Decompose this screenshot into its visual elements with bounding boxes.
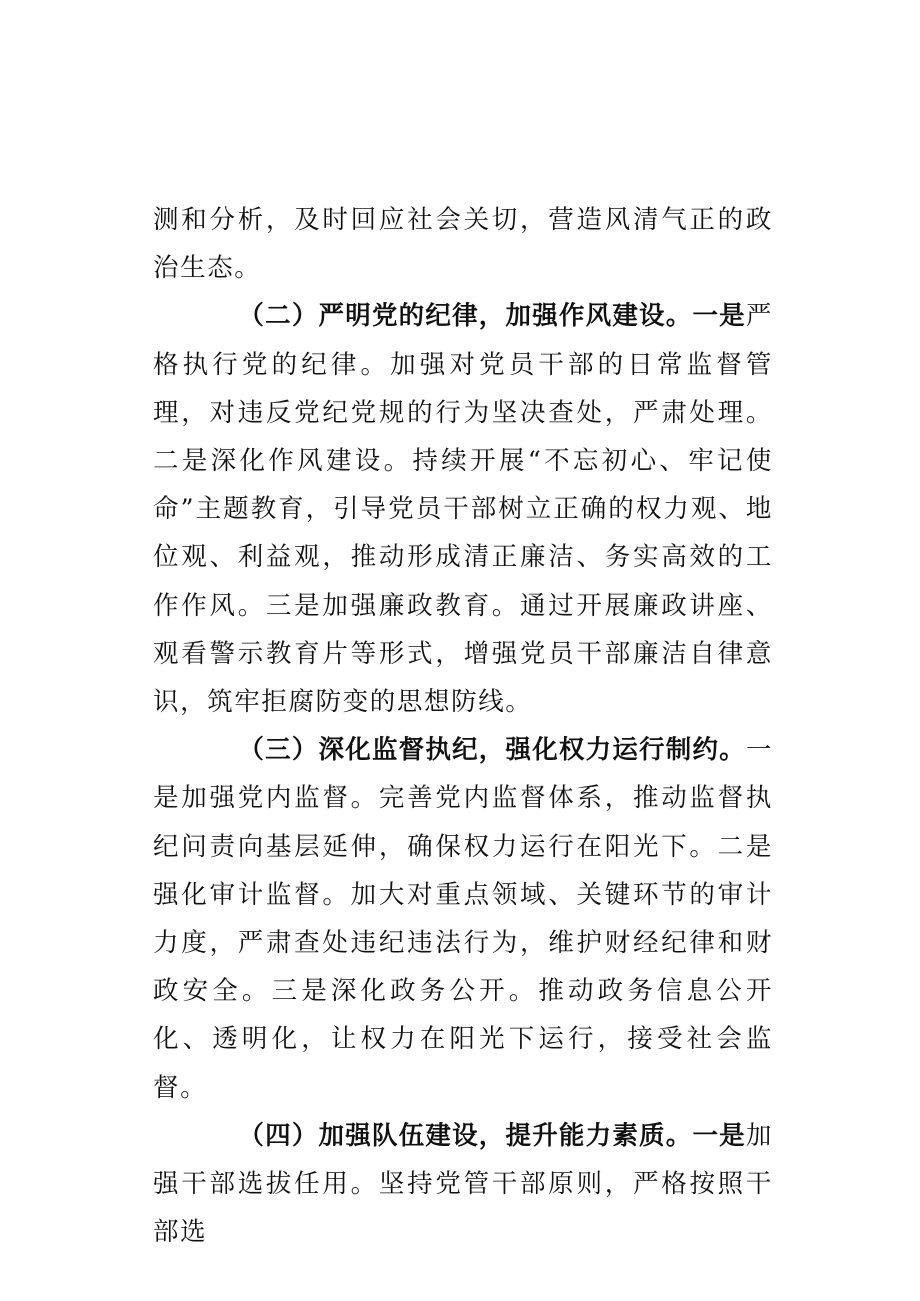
paragraph-text: 测和分析，及时回应社会关切，营造风清气正的政治生态。 (153, 205, 773, 284)
section-2-heading: （二）严明党的纪律，加强作风建设。一是 (238, 301, 746, 332)
section-3-text: 一是加强党内监督。完善党内监督体系，推动监督执纪问责向基层延伸，确保权力运行在阳光下。二是强化审计监督。加大对重点领域、关键环节的审计力度，严肃查处违纪违法行为，维护财经纪律和财政安全。三是深化政务公开。推动政务信息公开化、透明化，让权力在阳光下运行，接受社会监督。 (153, 735, 773, 1103)
document-body (153, 196, 773, 1256)
paragraph-continuation (153, 196, 773, 292)
paragraph-section-4 (153, 1112, 773, 1257)
paragraph-section-2 (153, 292, 773, 726)
paragraph-section-3 (153, 726, 773, 1112)
section-4-text: 加强干部选拔任用。坚持党管干部原则，严格按照干部选 (153, 1120, 773, 1248)
section-3-heading: （三）深化监督执纪，强化权力运行制约。 (238, 735, 746, 766)
section-2-text: 严格执行党的纪律。加强对党员干部的日常监督管理，对违反党纪党规的行为坚决查处，严肃处理。二是深化作风建设。持续开展“不忘初心、牢记使命”主题教育，引导党员干部树立正确的权力观、地位观、利益观，推动形成清正廉洁、务实高效的工作作风。三是加强廉政教育。通过开展廉政讲座、观看警示教育片等形式，增强党员干部廉洁自律意识，筑牢拒腐防变的思想防线。 (153, 301, 773, 718)
section-4-heading: （四）加强队伍建设，提升能力素质。一是 (238, 1120, 746, 1151)
